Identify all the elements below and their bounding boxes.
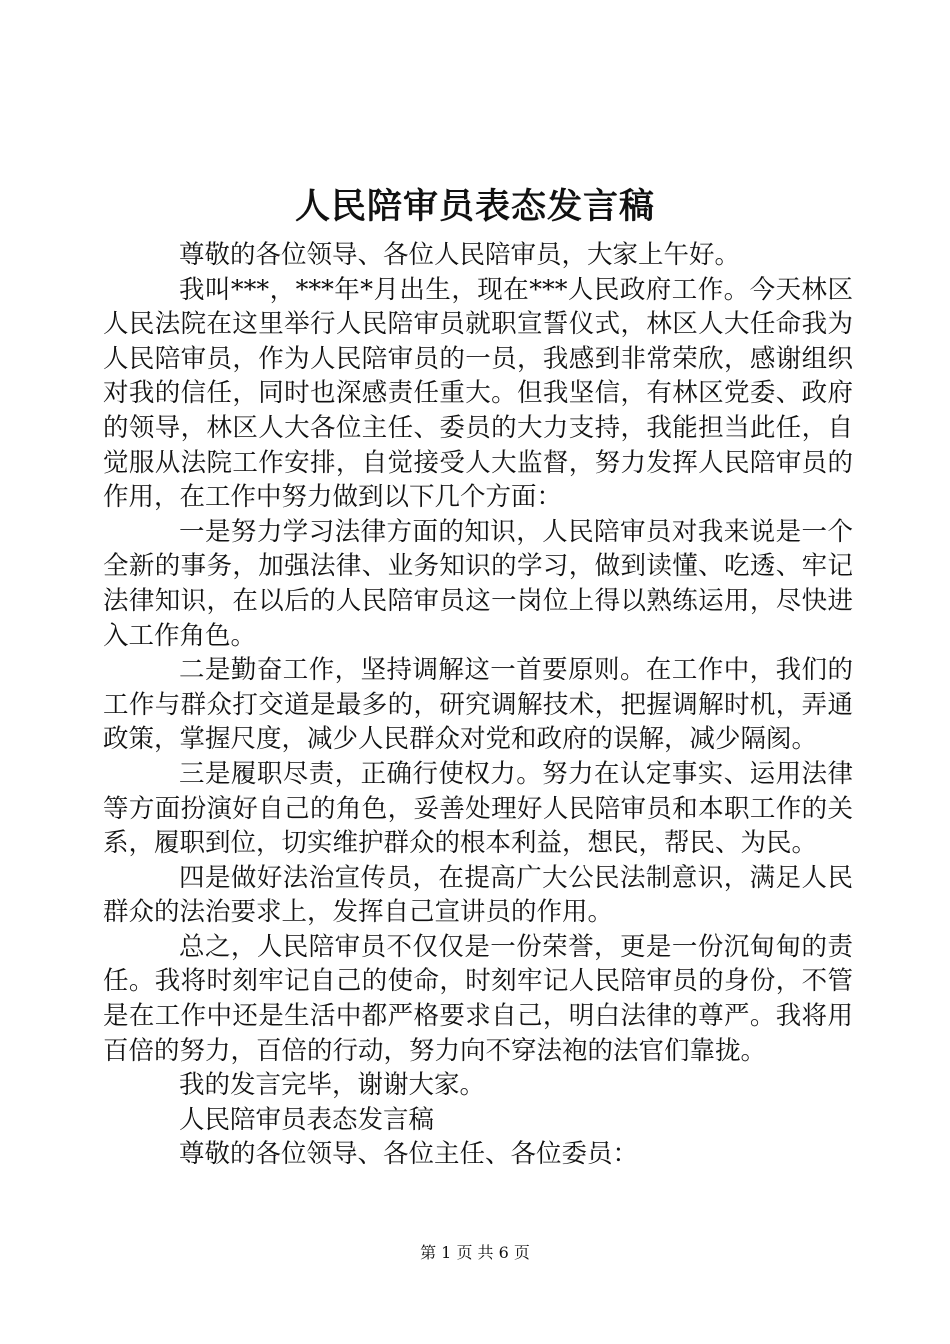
document-title: 人民陪审员表态发言稿	[294, 186, 655, 227]
paragraph-point-two: 二是勤奋工作，坚持调解这一首要原则。在工作中，我们的工作与群众打交道是最多的，研究调解技术，把握调解时机，弄通政策，掌握尺度，减少人民群众对党和政府的误解，减少隔阂。	[103, 655, 853, 755]
paragraph-point-four: 四是做好法治宣传员，在提高广大公民法制意识，满足人民群众的法治要求上，发挥自己宣讲员的作用。	[103, 862, 853, 928]
paragraph-conclusion: 总之，人民陪审员不仅仅是一份荣誉，更是一份沉甸甸的责任。我将时刻牢记自己的使命，时刻牢记人民陪审员的身份，不管是在工作中还是生活中都严格要求自己，明白法律的尊严。我将用百倍的努力，百倍的行动，努力向不穿法袍的法官们靠拢。	[103, 931, 853, 1066]
paragraph-point-three: 三是履职尽责，正确行使权力。努力在认定事实、运用法律等方面扮演好自己的角色，妥善处理好人民陪审员和本职工作的关系，履职到位，切实维护群众的根本利益，想民，帮民、为民。	[103, 758, 853, 859]
page-number-footer: 第 1 页 共 6 页	[420, 1243, 530, 1262]
paragraph-closing: 我的发言完毕，谢谢大家。	[179, 1070, 486, 1101]
paragraph-second-greeting: 尊敬的各位领导、各位主任、各位委员：	[179, 1139, 639, 1170]
paragraph-point-one: 一是努力学习法律方面的知识，人民陪审员对我来说是一个全新的事务，加强法律、业务知识的学习，做到读懂、吃透、牢记法律知识，在以后的人民陪审员这一岗位上得以熟练运用，尽快进入工作角色。	[103, 516, 853, 651]
paragraph-greeting: 尊敬的各位领导、各位人民陪审员，大家上午好。	[179, 240, 741, 270]
paragraph-second-title: 人民陪审员表态发言稿	[179, 1104, 435, 1135]
paragraph-introduction: 我叫***，***年*月出生，现在***人民政府工作。今天林区人民法院在这里举行人民陪审员就职宣誓仪式，林区人大任命我为人民陪审员，作为人民陪审员的一员，我感到非常荣欣，感谢组织对我的信任，同时也深感责任重大。但我坚信，有林区党委、政府的领导，林区人大各位主任、委员的大力支持，我能担当此任，自觉服从法院工作安排，自觉接受人大监督，努力发挥人民陪审员的作用，在工作中努力做到以下几个方面：	[103, 274, 853, 513]
document-body	[103, 238, 853, 1172]
